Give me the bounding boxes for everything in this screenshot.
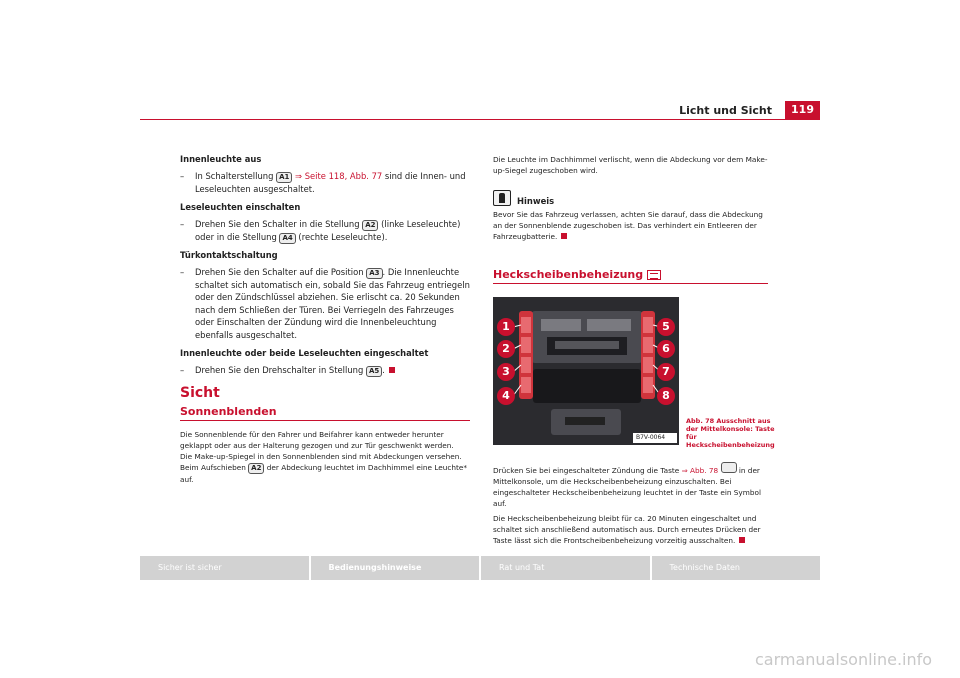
position-badge: A2 (362, 220, 378, 231)
watermark: carmanualsonline.info (755, 650, 933, 669)
rear-window-heater-icon (647, 270, 661, 280)
page-link[interactable]: ⇒ Seite 118, Abb. 77 (295, 171, 383, 181)
hinweis-block (493, 190, 768, 206)
list-item: – Drehen Sie den Schalter in die Stellung A2 (linke Leseleuchte) oder in die Stellung A4 (rechte Leseleuchte). (180, 218, 461, 242)
center-console-figure (493, 297, 679, 445)
callout-2: 2 (497, 340, 515, 358)
footer-tab-sicher[interactable]: Sicher ist sicher (140, 556, 309, 580)
console-illustration (493, 297, 679, 445)
footer-tab-rat-und-tat[interactable]: Rat und Tat (481, 556, 650, 580)
footer-tab-technische-daten[interactable]: Technische Daten (652, 556, 821, 580)
callout-8: 8 (657, 387, 675, 405)
callout-7: 7 (657, 363, 675, 381)
position-badge: A5 (366, 366, 382, 377)
page-header-title: Licht und Sicht (679, 104, 772, 117)
section-heading-sicht: Sicht (180, 384, 220, 401)
position-badge: A2 (248, 463, 264, 474)
list-item: – Drehen Sie den Schalter auf die Position A3 . Die Innenleuchte schaltet sich automatisch ein, sobald Sie das Fahrzeug entriegeln oder den Zündschlüssel abziehen. Sie erlischt ca. 20 Sekunden nach dem Schließen der Türen. Bei Verriegeln des Fahrzeuges oder Einschalten der Zündung wird die Innenbeleuchtung ebenfalls ausgeschaltet. (180, 266, 470, 340)
callout-6: 6 (657, 340, 675, 358)
footer-tab-bedienungshinweise[interactable]: Bedienungshinweise (311, 556, 480, 580)
paragraph: Die Make-up-Spiegel in den Sonnenblenden sind mit Abdeckungen versehen. Beim Aufschieben A2 der Abdeckung leuchtet im Dachhimmel eine Leuchte* auf. (180, 451, 468, 484)
figure-code: B7V-0064 (636, 434, 666, 441)
position-badge: A1 (276, 172, 292, 183)
list-item: – In Schalterstellung A1 ⇒ Seite 118, Abb. 77 sind die Innen- und Leseleuchten ausgeschaltet. (180, 171, 466, 194)
callout-5: 5 (657, 318, 675, 336)
callout-3: 3 (497, 363, 515, 381)
subsection-heading-sonnenblenden: Sonnenblenden (180, 405, 470, 421)
end-marker-icon (739, 537, 745, 543)
section-title-beide-leseleuchten: Innenleuchte oder beide Leseleuchten eingeschaltet (180, 347, 429, 358)
section-title-leseleuchten: Leseleuchten einschalten (180, 201, 301, 212)
left-column (180, 154, 470, 485)
hinweis-title: Hinweis (517, 196, 555, 206)
footer-nav (140, 556, 820, 580)
heck-body (493, 462, 768, 546)
page-number: 119 (785, 101, 820, 119)
intro-text: Die Leuchte im Dachhimmel verlischt, wenn die Abdeckung vor dem Make-up-Siegel zugeschoben wird. (493, 155, 768, 175)
rear-window-button-icon (721, 462, 737, 473)
callout-4: 4 (497, 387, 515, 405)
figure-link[interactable]: ⇒ Abb. 78 (681, 466, 719, 475)
callout-1: 1 (497, 318, 515, 336)
end-marker-icon (389, 367, 395, 373)
right-column (493, 154, 768, 284)
position-badge: A4 (279, 233, 295, 244)
note-icon (493, 190, 511, 206)
hinweis-text: Bevor Sie das Fahrzeug verlassen, achten Sie darauf, dass die Abdeckung an der Sonnenblende zugeschoben ist. Das verhindert ein Entleeren der Fahrzeugbatterie. (493, 210, 763, 241)
header-rule (140, 119, 820, 120)
figure-caption: Abb. 78 Ausschnitt aus der Mittelkonsole: Taste für Heckscheibenbeheizung (686, 417, 775, 449)
list-item: – Drehen Sie den Drehschalter in Stellung A5 . (180, 364, 470, 377)
sonnenblenden-text (180, 429, 470, 485)
paragraph: Drücken Sie bei eingeschalteter Zündung die Taste ⇒ Abb. 78 in der Mittelkonsole, um die Heckscheibenbeheizung einzuschalten. Bei eingeschalteter Heckscheibenbeheizung leuchtet in der Taste ein Symbol auf. (493, 462, 768, 509)
paragraph: Die Heckscheibenbeheizung bleibt für ca. 20 Minuten eingeschaltet und schaltet sich anschließend automatisch aus. Durch erneutes Drücken der Taste lässt sich die Frontscheibenbeheizung vorzeitig ausschalten. (493, 514, 761, 545)
section-title-innenleuchte-aus: Innenleuchte aus (180, 154, 262, 164)
end-marker-icon (561, 233, 567, 239)
position-badge: A3 (366, 268, 382, 279)
paragraph: Die Sonnenblende für den Fahrer und Beifahrer kann entweder herunter geklappt oder aus der Halterung gezogen und zur Tür geschwenkt werden. (180, 429, 454, 450)
section-heading-heckscheibenbeheizung: Heckscheibenbeheizung (493, 268, 768, 284)
section-title-tuerkontakt: Türkontaktschaltung (180, 249, 278, 260)
